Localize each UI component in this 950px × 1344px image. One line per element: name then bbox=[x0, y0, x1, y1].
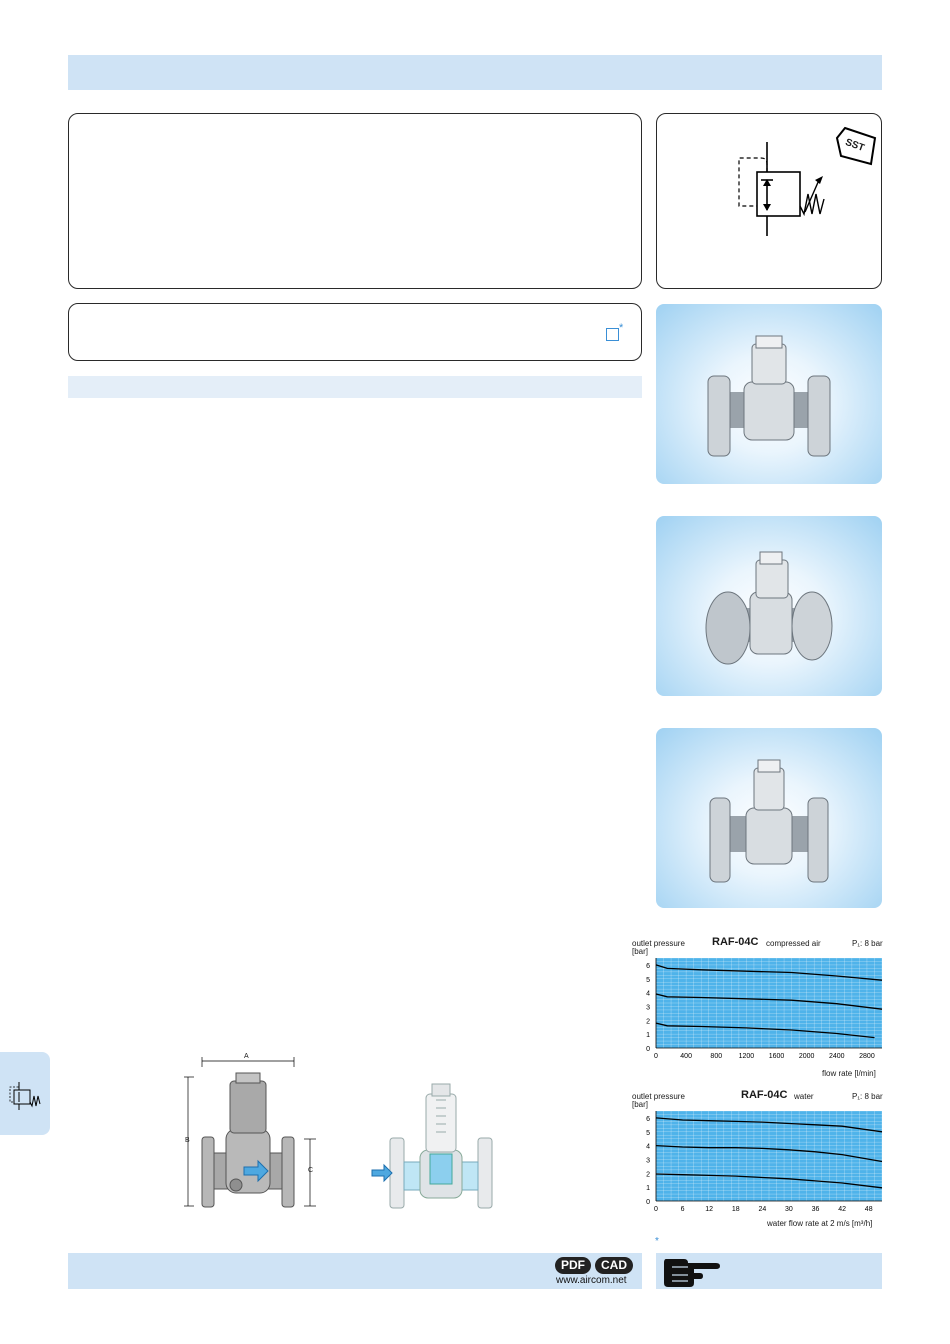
chart-compressed-air bbox=[628, 936, 888, 1081]
chart-1-x-tick-label: 1200 bbox=[738, 1053, 755, 1060]
regulator-symbol-icon bbox=[0, 1052, 50, 1135]
chart-1-y-tick-label: 3 bbox=[646, 1004, 650, 1012]
chart-2-y-tick-label: 6 bbox=[646, 1115, 650, 1123]
pdf-label: PDF bbox=[561, 1258, 585, 1272]
sst-badge-label: SST bbox=[843, 137, 866, 154]
chart-1-x-tick-label: 2400 bbox=[829, 1053, 845, 1060]
chart-1-xlabel: flow rate [l/min] bbox=[822, 1069, 876, 1078]
info-box bbox=[68, 113, 642, 289]
chart-2-x-tick-label: 18 bbox=[731, 1206, 740, 1213]
product-photo-2 bbox=[656, 516, 882, 696]
chart-2-y-tick-label: 2 bbox=[646, 1171, 650, 1179]
chart-1-y-tick-label: 2 bbox=[646, 1018, 650, 1026]
chart-1-x-tick-label: 800 bbox=[710, 1053, 723, 1060]
section-bar bbox=[68, 376, 642, 398]
chart-1-y-tick-label: 4 bbox=[646, 990, 650, 998]
chart-2-title: RAF-04C bbox=[741, 1089, 788, 1101]
chart-2-x-tick-label: 0 bbox=[654, 1206, 658, 1213]
chart-2-x-tick-label: 42 bbox=[838, 1206, 847, 1213]
chart-1-annotation: P₁: 8 bar bbox=[852, 939, 883, 948]
chart-water bbox=[628, 1089, 888, 1234]
chart-1-y-tick-label: 6 bbox=[646, 962, 650, 970]
header-bar bbox=[68, 55, 882, 90]
cutaway-drawing bbox=[370, 1080, 495, 1212]
order-code-box bbox=[68, 303, 642, 361]
chart-2-annotation: P₁: 8 bar bbox=[852, 1092, 883, 1101]
footer-bar-left bbox=[68, 1253, 642, 1289]
footnote-mark: * bbox=[655, 1236, 659, 1247]
chart-1-x-tick-label: 0 bbox=[654, 1053, 658, 1060]
chart-2-x-tick-label: 24 bbox=[758, 1206, 767, 1213]
chart-2-x-tick-label: 6 bbox=[680, 1206, 685, 1213]
chart-1-y-tick-label: 5 bbox=[646, 976, 650, 984]
chart-2-ylabel: outlet pressure bbox=[632, 1092, 685, 1101]
chart-2-subtitle: water bbox=[794, 1092, 814, 1101]
chart-1-x-tick-label: 400 bbox=[680, 1053, 692, 1060]
chart-1-x-tick-label: 1600 bbox=[768, 1053, 785, 1060]
chart-2-y-tick-label: 1 bbox=[646, 1185, 650, 1193]
dimension-label-c: C bbox=[308, 1167, 314, 1174]
chart-2-y-tick-label: 3 bbox=[646, 1157, 650, 1165]
chart-1-x-tick-label: 2800 bbox=[859, 1053, 875, 1060]
symbol-box bbox=[656, 113, 882, 289]
chart-1-y-tick-label: 0 bbox=[646, 1046, 650, 1053]
product-photo-3 bbox=[656, 728, 882, 908]
website-link[interactable]: www.aircom.net bbox=[556, 1275, 627, 1286]
chart-2-y-tick-label: 4 bbox=[646, 1143, 650, 1151]
chart-2-x-tick-label: 12 bbox=[705, 1206, 714, 1213]
chart-2-x-tick-label: 36 bbox=[811, 1206, 820, 1213]
chart-2-svg bbox=[628, 1089, 888, 1234]
dimension-drawing bbox=[180, 1055, 330, 1210]
chart-1-ylabel: outlet pressure bbox=[632, 939, 685, 948]
order-checkbox[interactable] bbox=[606, 328, 619, 341]
pdf-button[interactable] bbox=[555, 1257, 591, 1274]
chart-1-x-tick-label: 2000 bbox=[798, 1053, 815, 1060]
sst-badge bbox=[837, 126, 877, 166]
footer-bar-right bbox=[656, 1253, 882, 1289]
chart-2-x-tick-label: 30 bbox=[785, 1206, 793, 1213]
cad-button[interactable] bbox=[595, 1257, 633, 1274]
cad-label: CAD bbox=[601, 1258, 627, 1272]
chart-2-y-tick-label: 0 bbox=[646, 1199, 650, 1206]
product-photo-1 bbox=[656, 304, 882, 484]
chart-1-y-tick-label: 1 bbox=[646, 1032, 650, 1040]
chart-2-xlabel: water flow rate at 2 m/s [m³/h] bbox=[767, 1219, 873, 1228]
chart-2-yunit: [bar] bbox=[632, 1100, 649, 1109]
chart-2-y-tick-label: 5 bbox=[646, 1129, 650, 1137]
side-tab[interactable] bbox=[0, 1052, 50, 1135]
order-asterisk: * bbox=[619, 322, 624, 334]
chart-1-svg bbox=[628, 936, 888, 1081]
dimension-label-b: B bbox=[185, 1137, 190, 1144]
chart-1-subtitle: compressed air bbox=[766, 939, 821, 948]
pointing-hand-icon bbox=[660, 1253, 720, 1289]
chart-2-x-tick-label: 48 bbox=[864, 1206, 873, 1213]
chart-1-yunit: [bar] bbox=[632, 947, 649, 956]
chart-1-title: RAF-04C bbox=[712, 936, 759, 948]
dimension-label-a: A bbox=[244, 1053, 249, 1060]
